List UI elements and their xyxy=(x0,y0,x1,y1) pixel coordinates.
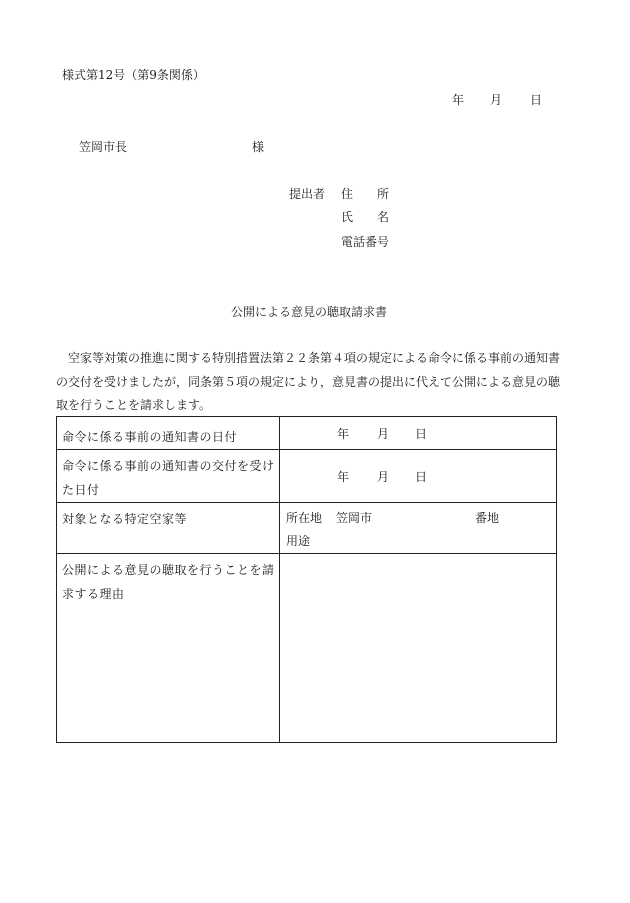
submitter-label: 提出者 xyxy=(289,187,326,201)
addressee-honorific: 様 xyxy=(252,140,265,154)
addressee xyxy=(79,138,265,155)
request-statement xyxy=(56,347,560,418)
notice-date-year: 年 xyxy=(337,426,350,441)
table-row xyxy=(57,417,557,450)
date-month: 月 xyxy=(490,93,503,107)
receipt-date-field[interactable] xyxy=(280,450,557,503)
receipt-date-year: 年 xyxy=(337,469,350,484)
target-property-label: 対象となる特定空家等 xyxy=(57,503,280,554)
date-year: 年 xyxy=(452,93,465,107)
addressee-name: 笠岡市長 xyxy=(79,140,128,154)
receipt-date-day: 日 xyxy=(415,469,428,484)
notice-date-label: 命令に係る事前の通知書の日付 xyxy=(57,417,280,450)
receipt-date-label: 命令に係る事前の通知書の交付を受けた日付 xyxy=(57,450,280,503)
document-title: 公開による意見の聴取請求書 xyxy=(231,305,388,319)
table-row xyxy=(57,554,557,743)
request-reason-field[interactable] xyxy=(280,554,557,743)
notice-date-field[interactable] xyxy=(280,417,557,450)
table-row xyxy=(57,503,557,554)
request-form-table xyxy=(56,416,557,743)
submission-date xyxy=(452,91,542,108)
notice-date-day: 日 xyxy=(415,426,428,441)
date-day: 日 xyxy=(530,93,543,107)
location-label: 所在地 xyxy=(286,511,323,525)
receipt-date-month: 月 xyxy=(377,469,390,484)
submitter-address-label: 住 所 xyxy=(341,187,390,201)
usage-label: 用途 xyxy=(286,534,311,548)
notice-date-month: 月 xyxy=(377,426,390,441)
request-reason-label: 公開による意見の聴取を行うことを請求する理由 xyxy=(57,554,280,743)
table-row xyxy=(57,450,557,503)
submitter-phone-label: 電話番号 xyxy=(341,235,390,249)
location-banchi: 番地 xyxy=(475,511,500,525)
request-statement-text: 空家等対策の推進に関する特別措置法第２２条第４項の規定による命令に係る事前の通知書の交付を受けましたが，同条第５項の規定により，意見書の提出に代えて公開による意見の聴取を行うことを請求します。 xyxy=(56,351,561,412)
submitter-name-label: 氏 名 xyxy=(341,210,390,224)
location-city: 笠岡市 xyxy=(336,511,373,525)
form-number: 様式第12号（第9条関係） xyxy=(62,68,205,82)
target-property-field[interactable] xyxy=(280,503,557,554)
